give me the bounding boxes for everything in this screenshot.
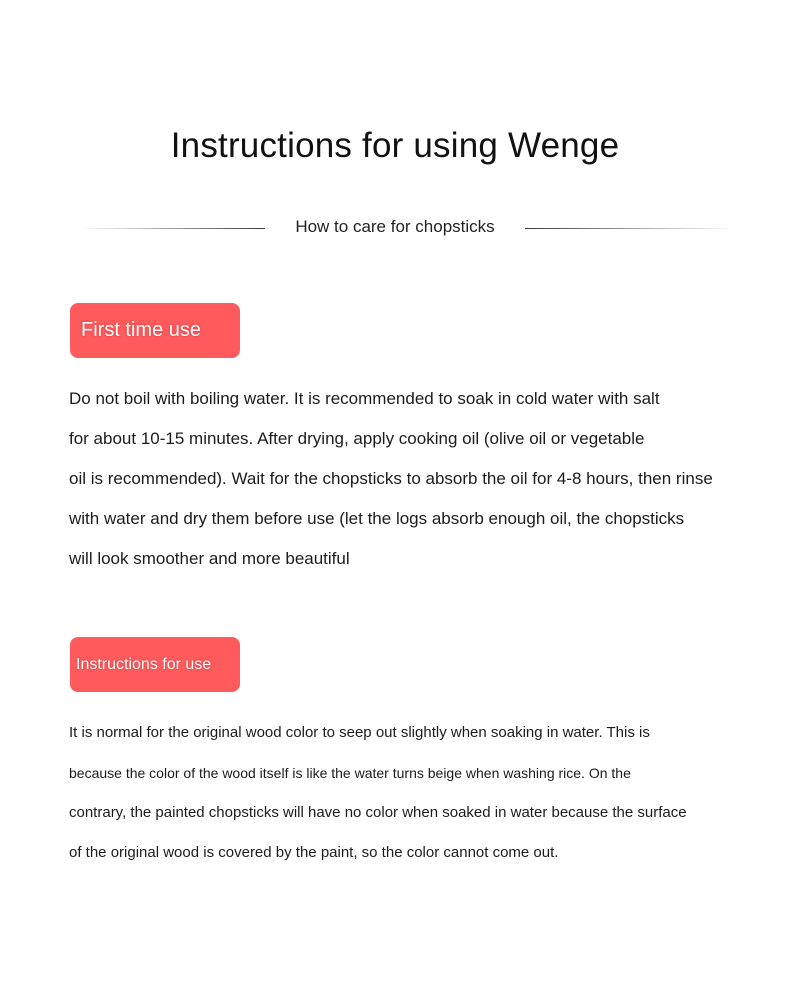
section-body-first-time-use: [69, 379, 729, 579]
paragraph-line: oil is recommended). Wait for the chopsticks to absorb the oil for 4-8 hours, then rinse: [69, 469, 713, 488]
paragraph-line: with water and dry them before use (let the logs absorb enough oil, the chopsticks: [69, 509, 685, 528]
paragraph-line: for about 10-15 minutes. After drying, apply cooking oil (olive oil or vegetable: [69, 429, 645, 448]
subtitle-row: [70, 213, 740, 243]
divider-right: [525, 228, 735, 229]
page-title: Instructions for using Wenge: [170, 126, 620, 165]
paragraph-line: Do not boil with boiling water. It is recommended to soak in cold water with salt: [69, 389, 660, 408]
section-body-instructions-for-use: [69, 713, 729, 873]
divider-left: [80, 228, 265, 229]
paragraph-line: of the original wood is covered by the paint, so the color cannot come out.: [69, 844, 559, 861]
paragraph-line: will look smoother and more beautiful: [69, 549, 350, 568]
paragraph-line: because the color of the wood itself is like the water turns beige when washing rice. On the: [69, 765, 631, 781]
section-heading-first-time-use: First time use: [70, 303, 240, 358]
page-subtitle: How to care for chopsticks: [295, 217, 495, 236]
paragraph-line: It is normal for the original wood color to seep out slightly when soaking in water. This is: [69, 724, 650, 741]
section-heading-instructions-for-use: Instructions for use: [70, 637, 240, 692]
paragraph-line: contrary, the painted chopsticks will have no color when soaked in water because the surface: [69, 804, 687, 821]
